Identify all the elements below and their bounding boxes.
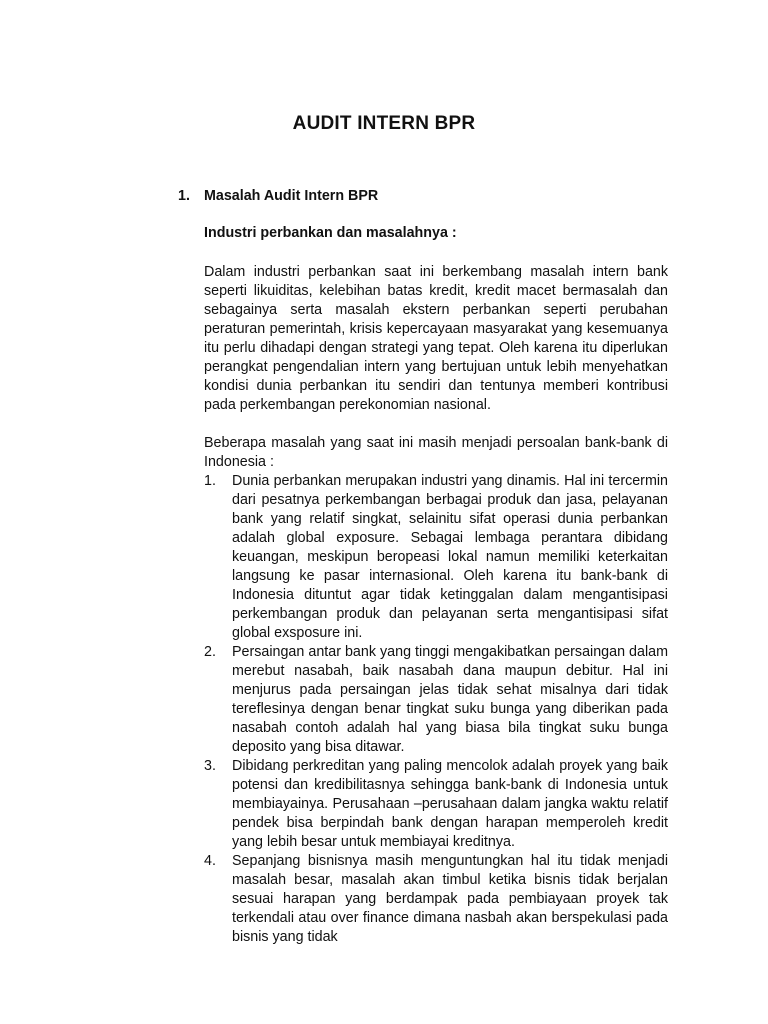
paragraph-intro: Dalam industri perbankan saat ini berkembang masalah intern bank seperti likuiditas, kelebihan batas kredit, kredit macet bermasalah dan sebagainya serta masalah ekstern perbankan seperti perubahan peraturan pemerintah, krisis kepercayaan masyarakat yang kesemuanya itu perlu dihadapi dengan strategi yang tepat. Oleh karena itu diperlukan perangkat pengendalian intern yang bertujuan untuk lebih menyehatkan kondisi dunia perbankan itu sendiri dan tentunya memberi kontribusi pada perkembangan perekonomian nasional.: [204, 264, 668, 413]
list-item-number: 2.: [204, 644, 216, 660]
list-item-number: 3.: [204, 758, 216, 774]
list-item-text: Dunia perbankan merupakan industri yang dinamis. Hal ini tercermin dari pesatnya perkembangan berbagai produk dan jasa, pelayanan bank yang relatif singkat, selainitu sifat operasi dunia perbankan adalah global exposure. Sebagai lembaga perantara dibidang keuangan, meskipun beropeasi lokal namun memiliki keterkaitan langsung ke pasar internasional. Oleh karena itu bank-bank di Indonesia dituntut agar tidak ketinggalan dalam mengantisipasi perkembangan produk dan pelayanan serta mengantisipasi sifat global exsposure ini.: [232, 473, 668, 641]
list-item: [204, 757, 668, 852]
problem-list: [204, 472, 668, 947]
section-title: Masalah Audit Intern BPR: [204, 188, 379, 204]
list-item-text: Persaingan antar bank yang tinggi mengakibatkan persaingan dalam merebut nasabah, baik nasabah dana maupun debitur. Hal ini menjurus pada persaingan jelas tidak sehat misalnya dari tidak tereflesinya dengan benar tingkat suku bunga yang diberikan pada nasabah contoh adalah hal yang biasa bila tingkat suku bunga deposito yang bisa ditawar.: [232, 644, 668, 755]
list-item: [204, 643, 668, 757]
list-item-text: Dibidang perkreditan yang paling mencolok adalah proyek yang baik potensi dan kredibilitasnya sehingga bank-bank di Indonesia untuk membiayainya. Perusahaan –perusahaan dalam jangka waktu relatif pendek bisa berpindah bank dengan harapan memperoleh kredit yang lebih besar untuk membiayai kreditnya.: [232, 758, 668, 850]
list-item-number: 1.: [204, 473, 216, 489]
list-item-number: 4.: [204, 853, 216, 869]
list-item: [204, 472, 668, 643]
section-number: 1.: [178, 188, 190, 204]
list-item: [204, 852, 668, 947]
subheading: Industri perbankan dan masalahnya :: [204, 225, 457, 241]
document-title: AUDIT INTERN BPR: [292, 113, 476, 134]
paragraph-problems: Beberapa masalah yang saat ini masih menjadi persoalan bank-bank di Indonesia :: [204, 435, 668, 470]
list-item-text: Sepanjang bisnisnya masih menguntungkan hal itu tidak menjadi masalah besar, masalah akan timbul ketika bisnis tidak berjalan sesuai harapan yang berdampak pada pembiayaan proyek tak terkendali atau over finance dimana nasbah akan berspekulasi pada bisnis yang tidak: [232, 853, 668, 945]
